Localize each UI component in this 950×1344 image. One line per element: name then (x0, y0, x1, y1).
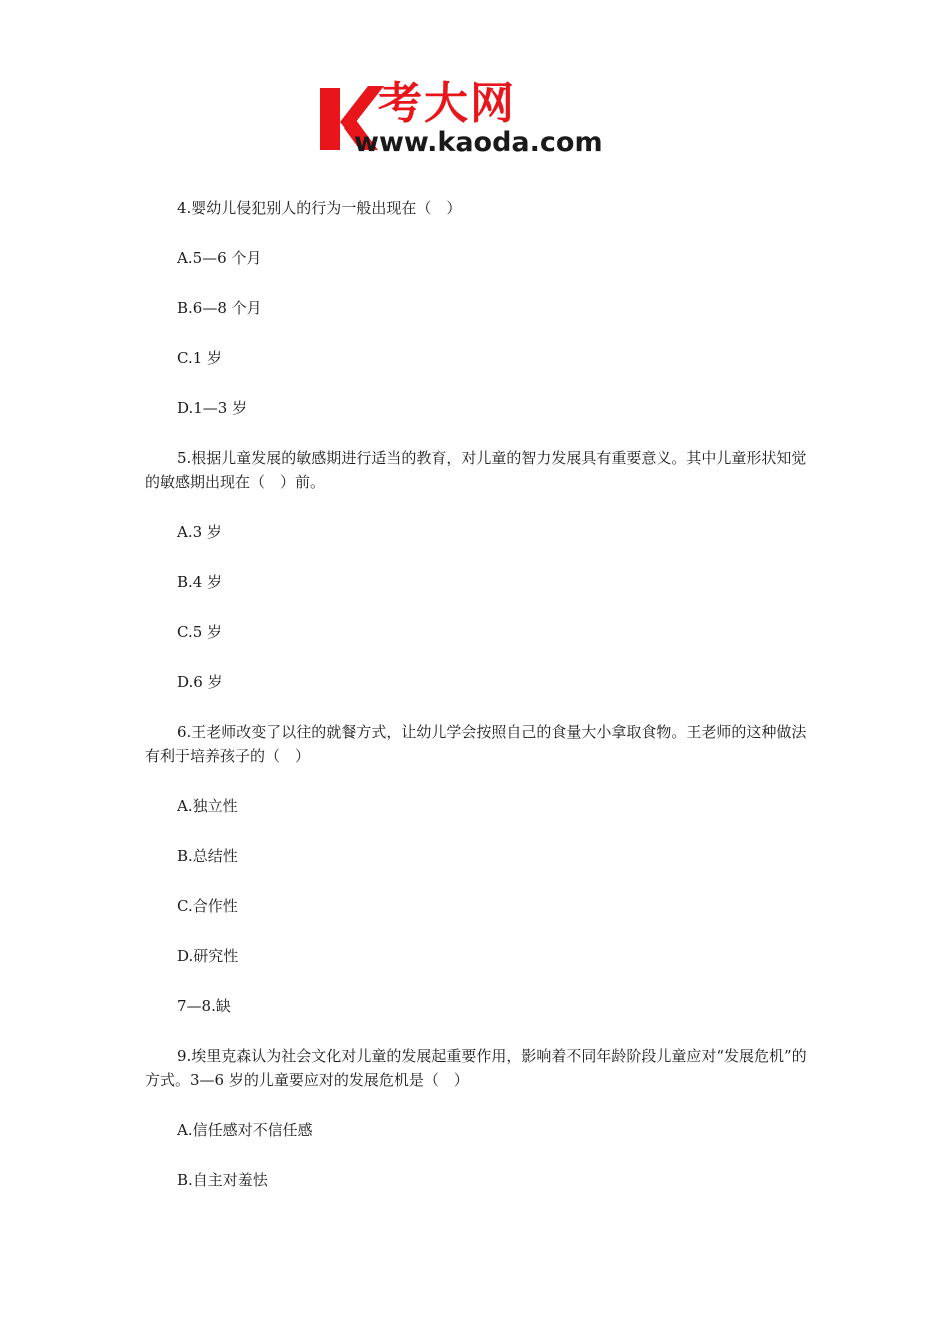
logo-brand-text: 考大网 (378, 78, 516, 129)
question-5-option-b: B.4 岁 (177, 573, 223, 591)
question-4-option-c: C.1 岁 (177, 349, 223, 367)
question-6-option-a: A.独立性 (177, 797, 238, 815)
question-9-option-b: B.自主对羞怯 (177, 1171, 268, 1189)
question-5-option-d: D.6 岁 (177, 673, 223, 691)
question-6-option-c: C.合作性 (177, 897, 238, 915)
question-5-option-a: A.3 岁 (177, 523, 222, 541)
question-6-option-b: B.总结性 (177, 847, 238, 865)
logo-url-text: www.kaoda.com (354, 127, 603, 158)
question-5-option-c: C.5 岁 (177, 623, 223, 641)
question-6-option-d: D.研究性 (177, 947, 239, 965)
kaoda-logo (318, 78, 638, 160)
question-4-option-b: B.6—8 个月 (177, 299, 262, 317)
question-9: 9.埃里克森认为社会文化对儿童的发展起重要作用，影响着不同年龄阶段儿童应对“发展危机”的方式。3—6 岁的儿童要应对的发展危机是（ ） (145, 1047, 807, 1089)
question-7-8-missing: 7—8.缺 (177, 997, 231, 1015)
question-4-option-d: D.1—3 岁 (177, 399, 248, 417)
question-9-option-a: A.信任感对不信任感 (177, 1121, 313, 1139)
question-6: 6.王老师改变了以往的就餐方式，让幼儿学会按照自己的食量大小拿取食物。王老师的这种做法有利于培养孩子的（ ） (145, 723, 807, 765)
question-4: 4.婴幼儿侵犯别人的行为一般出现在（ ） (177, 199, 462, 217)
question-4-option-a: A.5—6 个月 (177, 249, 262, 267)
document-body (145, 196, 810, 1218)
question-5: 5.根据儿童发展的敏感期进行适当的教育，对儿童的智力发展具有重要意义。其中儿童形状知觉的敏感期出现在（ ）前。 (145, 449, 807, 491)
